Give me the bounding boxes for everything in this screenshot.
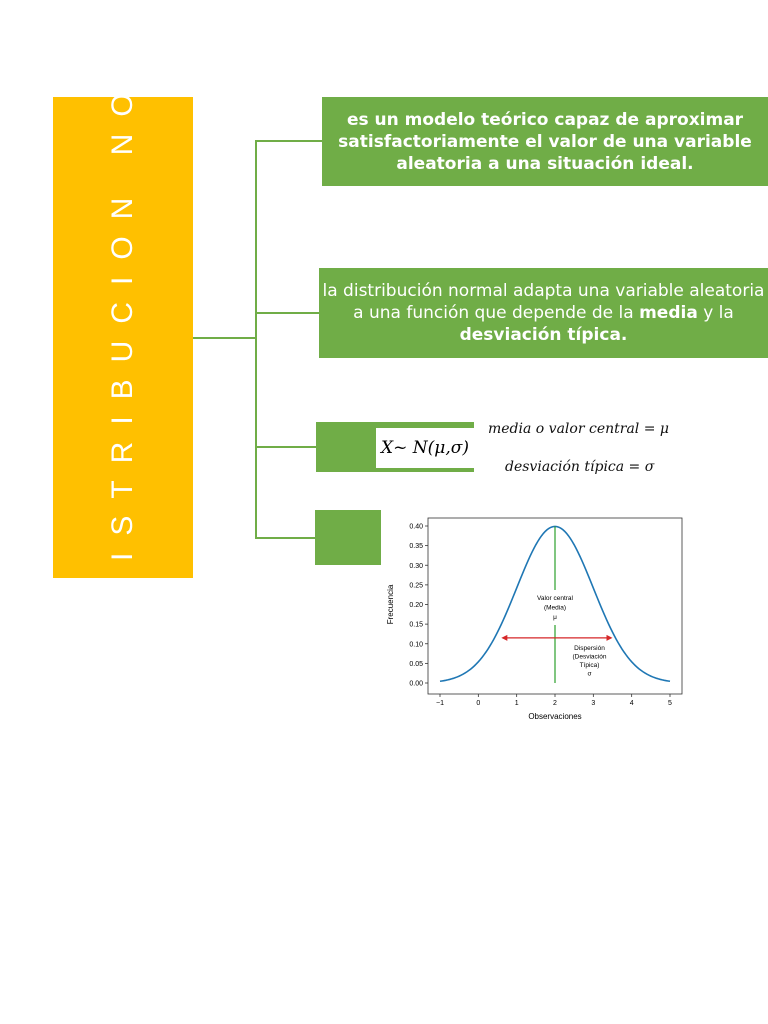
center-annotation-line: (Media) [543,604,567,612]
chart-box [315,510,381,565]
x-tick-label: −1 [436,700,444,707]
y-tick-label: 0.15 [409,621,423,629]
center-annotation-line: μ [553,614,557,621]
y-tick-label: 0.10 [409,641,423,649]
definition-text: es un modelo teórico capaz de aproximar satisfactoriamente el valor de una variable aleatoria a una situación ideal. [338,109,752,174]
center-annotation-line: Valor central [536,595,574,602]
definition-box [322,97,768,186]
x-tick-label: 5 [668,700,672,707]
formula: X~ N(μ,σ) [376,428,474,468]
connector-branch-4 [255,537,315,539]
connector-branch-2 [255,312,319,314]
parameters-box [319,268,768,358]
y-tick-label: 0.25 [409,582,423,590]
x-tick-label: 2 [553,700,557,707]
spread-annotation-line: Dispersión [574,645,605,652]
mean-definition: media o valor central = μ [488,421,669,437]
x-tick-label: 0 [476,700,481,707]
spread-annotation-line: Típica) [579,662,600,669]
title-box [53,75,193,600]
y-tick-label: 0.40 [409,523,423,531]
x-tick-label: 3 [591,700,596,707]
y-tick-label: 0.35 [409,543,423,551]
connector-branch-3 [255,446,316,448]
y-tick-label: 0.05 [409,660,423,668]
spread-annotation-line: σ [587,670,592,678]
x-tick-label: 4 [629,700,634,707]
y-tick-label: 0.20 [409,602,423,609]
connector-branch-1 [255,140,322,142]
x-tick-label: 1 [514,700,519,707]
y-tick-label: 0.00 [409,680,423,688]
y-axis-label: Frecuencia [386,584,395,625]
std-definition: desviación típica = σ [505,459,655,475]
x-axis-label: Observaciones [528,712,582,721]
parameters-text: la distribución normal adapta una variable aleatoria a una función que depende de la media y la desviación típica. [322,281,765,345]
y-tick-label: 0.30 [409,562,423,570]
connector-vertical [255,140,257,538]
normal-distribution-chart [384,512,684,728]
title-text: DISTRIBUCION NO [106,75,139,600]
connector-main [193,337,256,339]
spread-annotation-line: (Desviación [572,653,607,661]
